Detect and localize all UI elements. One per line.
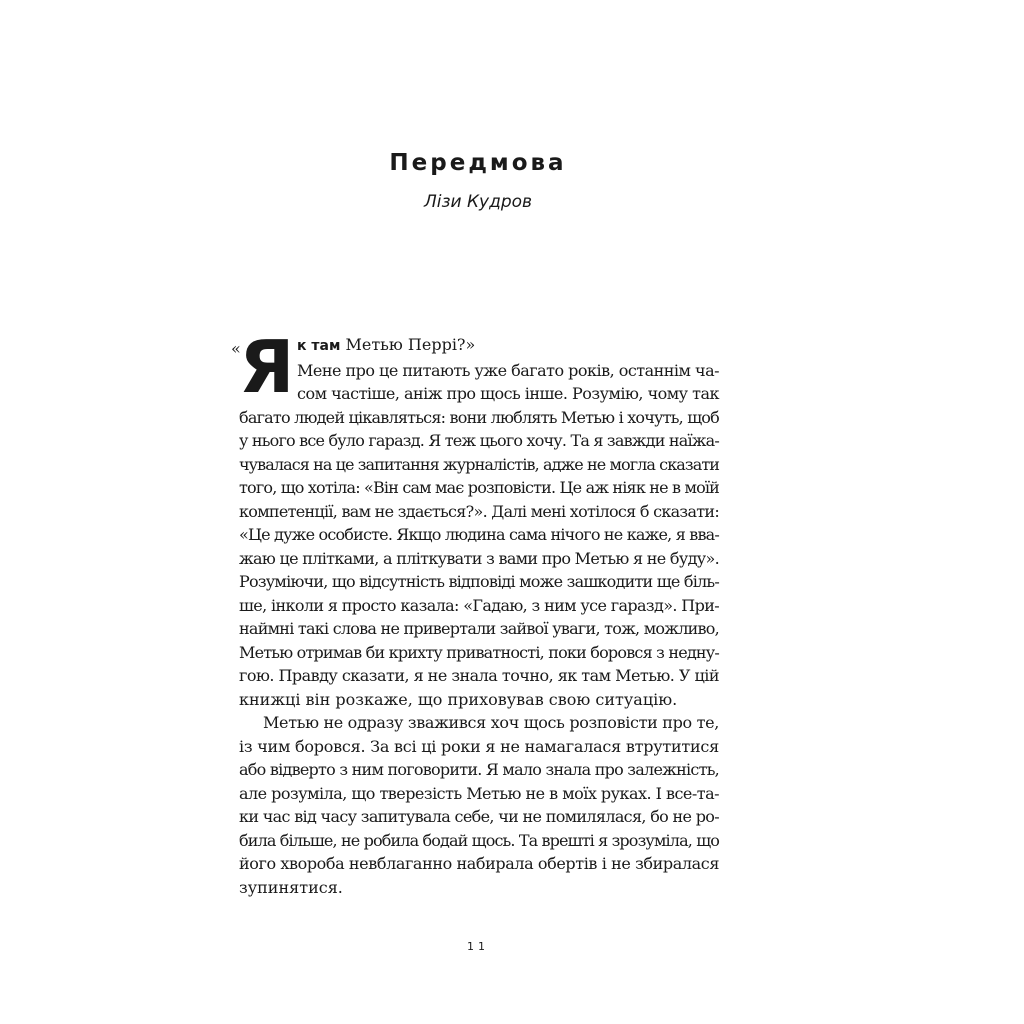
first-line-rest: Метью Перрі?»: [340, 335, 476, 354]
paragraph-1-last-line: книжці він розкаже, що приховував свою ситуацію.: [239, 689, 678, 709]
paragraph-2-line: але розуміла, що тверезість Метью не в моїх руках. І все-та-: [239, 783, 720, 803]
paragraph-1-line: Мене про це питають уже багато років, останнім ча-: [297, 360, 720, 380]
paragraph-1-line: гою. Правду сказати, я не знала точно, як там Метью. У цій: [239, 666, 719, 685]
paragraph-1-line-1: [239, 333, 719, 359]
chapter-author: Лізи Кудров: [423, 192, 533, 212]
paragraph-1-line: багато людей цікавляться: вони люблять Метью і хочуть, щоб: [239, 407, 719, 427]
paragraph-2-last-line: зупинятися.: [239, 877, 343, 897]
paragraph-1-line: «Це дуже особисте. Якщо людина сама нічого не каже, я вва-: [239, 525, 719, 544]
paragraph-1-line: того, що хотіла: «Він сам має розповісти. Це аж ніяк не в моїй: [239, 478, 720, 497]
paragraph-2-line: його хвороба невблаганно набирала обертів і не збиралася: [239, 854, 720, 873]
paragraph-2-line: або відверто з ним поговорити. Я мало знала про залежність,: [239, 760, 719, 779]
chapter-title: Передмова: [389, 150, 567, 176]
opening-quote: «: [231, 339, 241, 358]
paragraph-1: [231, 325, 720, 711]
paragraph-2-line: із чим боровся. За всі ці роки я не намагалася втрутитися: [239, 736, 719, 756]
page-number: 11: [467, 940, 489, 953]
paragraph-1-line: чувалася на це запитання журналістів, адже не могла сказати: [239, 454, 719, 474]
paragraph-2-line: Метью не одразу зважився хоч щось розповісти про те,: [263, 713, 719, 732]
paragraph-1-line: наймні такі слова не привертали зайвої уваги, тож, можливо,: [239, 619, 720, 638]
paragraph-1-line: Розуміючи, що відсутність відповіді може зашкодити ще біль-: [239, 572, 719, 591]
paragraph-1-line: сом частіше, аніж про щось інше. Розумію, чому так: [297, 384, 720, 403]
body-text: [231, 325, 720, 899]
drop-cap: Я: [239, 325, 292, 409]
drop-cap-group: [231, 325, 292, 409]
paragraph-1-line: у нього все було гаразд. Я теж цього хочу. Та я завжди наїжа-: [239, 431, 719, 450]
paragraph-1-line: компетенції, вам не здається?». Далі мені хотілося б сказати:: [239, 501, 719, 521]
paragraph-1-line: Метью отримав би крихту приватності, поки боровся з недну-: [239, 642, 720, 662]
paragraph-1-line: жаю це плітками, а пліткувати з вами про Метью я не буду».: [239, 548, 719, 568]
paragraph-2-line: ки час від часу запитувала себе, чи не помилялася, бо не ро-: [239, 807, 719, 826]
paragraph-2-line: била більше, не робила бодай щось. Та врешті я зрозуміла, що: [239, 830, 719, 850]
lead-in-text: к там: [297, 338, 341, 354]
paragraph-1-line: ше, інколи я просто казала: «Гадаю, з ним усе гаразд». При-: [239, 595, 719, 615]
paragraph-2: [239, 711, 719, 899]
